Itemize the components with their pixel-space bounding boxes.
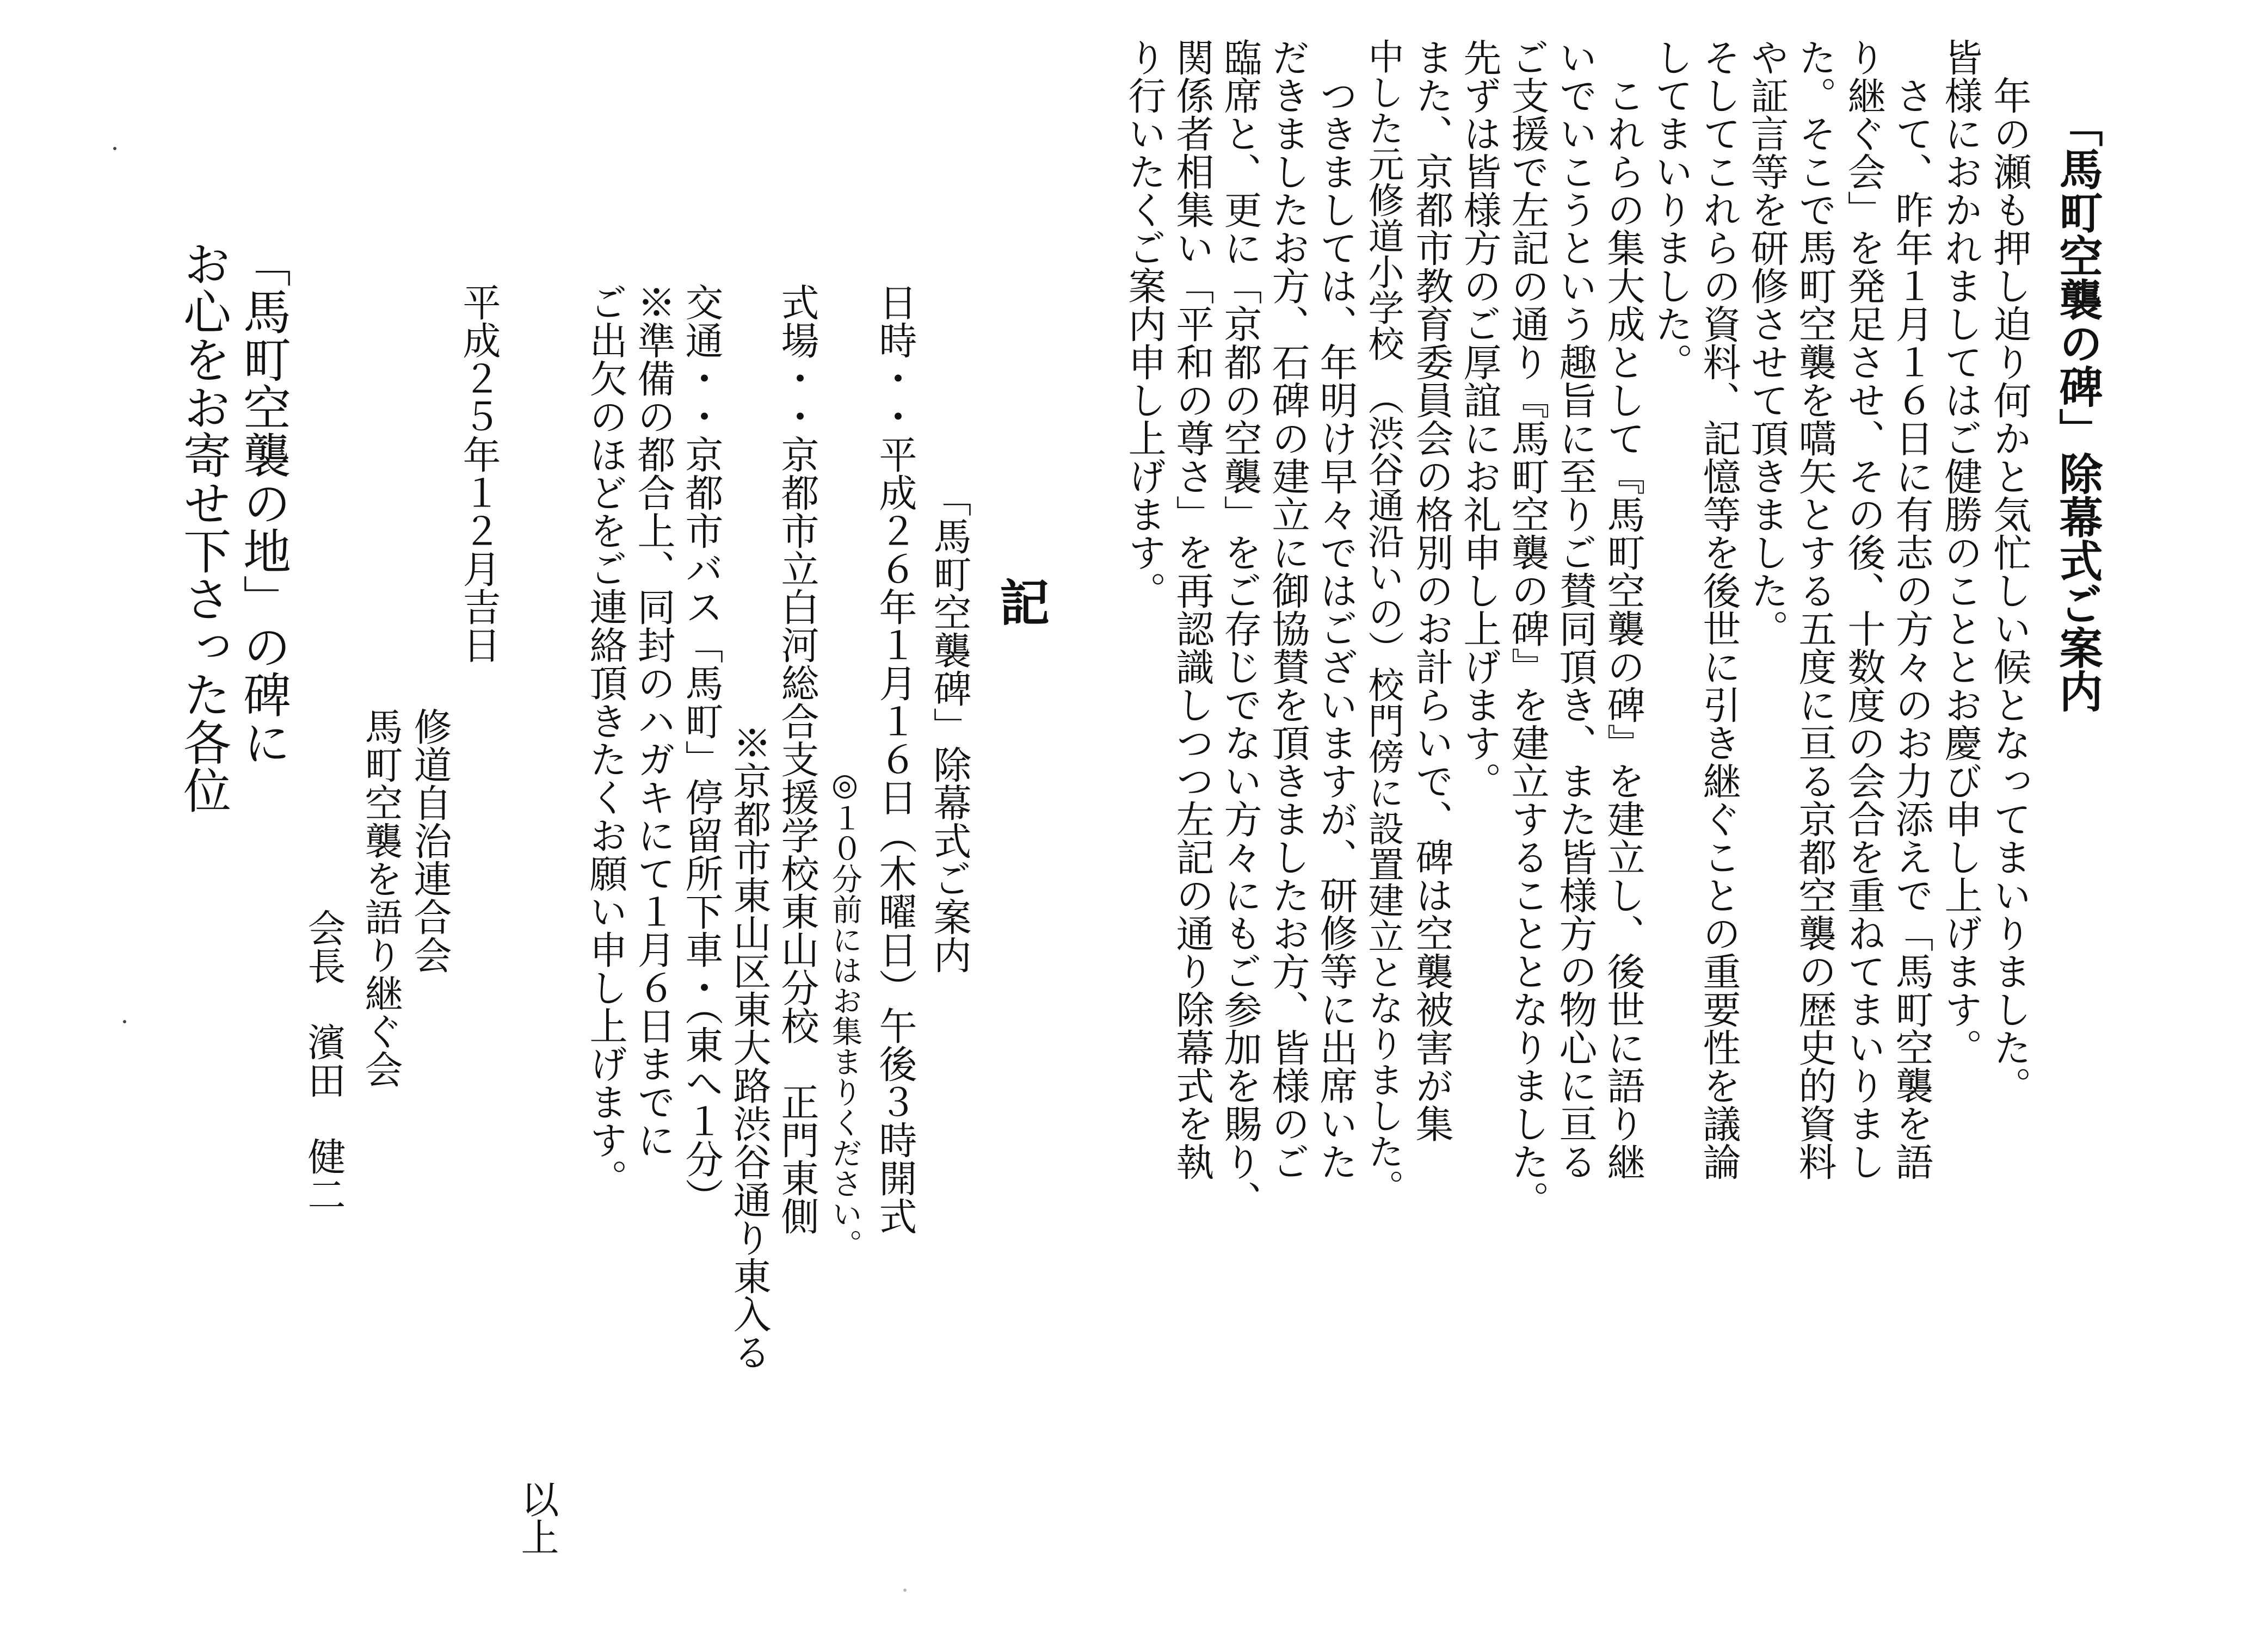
notice-date-note: ◎１０分前にはお集まりください。 (827, 767, 862, 1259)
body-line: 先ずは皆様方のご厚誼にお礼申し上げます。 (1457, 38, 1502, 800)
addressee-line-2: お心をお寄せ下さった各位 (176, 239, 232, 814)
notice-date: 日時・・平成２６年１月１６日（木曜日）午後３時開式 (873, 283, 917, 1235)
notice-title: 「馬町空襲碑」除幕式ご案内 (927, 479, 972, 974)
issue-date: 平成２５年１２月吉日 (457, 283, 501, 664)
body-line: さて、昨年１月１６日に有志の方々のお力添えで「馬町空襲を語 (1889, 38, 1934, 1181)
body-line: 皆様におかれましてはご健勝のこととお慶び申し上げます。 (1938, 38, 1983, 1066)
organization-2: 馬町空襲を語り継ぐ会 (359, 707, 403, 1088)
addressee-line-1: 「馬町空襲の地」の碑に (236, 239, 292, 766)
body-line: してまいりました。 (1649, 38, 1693, 381)
body-line: 関係者相集い「平和の尊さ」を再認識しつつ左記の通り除幕式を執 (1170, 38, 1215, 1181)
organization-1: 修道自治連合会 (408, 707, 452, 974)
body-line: そしてこれらの資料、記憶等を後世に引き継ぐことの重要性を議論 (1697, 38, 1741, 1181)
notice-transport: 交通・・京都市バス「馬町」停留所下車・（東へ１分） (679, 283, 724, 1216)
body-line: 中した元修道小学校 （渋谷通沿いの）校門傍に設置建立となりました。 (1362, 38, 1404, 1205)
notice-venue: 式場・・京都市立白河総合支援学校東山分校 正門東側 (775, 283, 819, 1235)
scan-speck (123, 1020, 126, 1023)
page-title: 「馬町空襲の碑」除幕式ご案内 (2052, 103, 2103, 713)
body-line: これらの集大成として『馬町空襲の碑』を建立し、後世に語り継 (1601, 38, 1645, 1181)
body-line: り継ぐ会」を発足させ、その後、十数度の会合を重ねてまいりまし (1841, 38, 1886, 1181)
body-line: 年の瀬も押し迫り何かと気忙しい候となってまいりました。 (1987, 38, 2032, 1104)
body-line: ご支援で左記の通り『馬町空襲の碑』を建立することとなりました。 (1505, 38, 1550, 1219)
notice-rsvp-2: ご出欠のほどをご連絡頂きたくお願い申し上げます。 (583, 283, 628, 1197)
body-line: 臨席と、更に「京都の空襲」をご存じでない方々にもご参加を賜り、 (1218, 38, 1262, 1219)
body-line: また、京都市教育委員会の格別のお計らいで、碑は空襲被害が集 (1409, 38, 1454, 1142)
scan-speck (903, 1589, 907, 1592)
body-line: り行いたくご案内申し上げます。 (1122, 38, 1167, 609)
scan-speck (113, 147, 116, 150)
notice-venue-note: ※京都市東山区東大路渋谷通り東入る (727, 724, 772, 1371)
body-line: だきましたお方、石碑の建立に御協賛を頂きましたお方、皆様のご (1266, 38, 1310, 1181)
body-line: や証言等を研修させて頂きました。 (1745, 38, 1789, 647)
body-line: つきましては、年明け早々ではございますが、研修等に出席いた (1314, 38, 1358, 1181)
body-line: た。そこで馬町空襲を嚆矢とする五度に亘る京都空襲の歴史的資料 (1792, 38, 1837, 1181)
notice-end: 以上 (515, 1480, 559, 1556)
notice-rsvp-1: ※準備の都合上、同封のハガキにて１月６日までに (631, 283, 676, 1159)
chairman-signature: 会長 濱田 健二 (301, 909, 346, 1213)
body-line: いでいこうという趣旨に至りご賛同頂き、また皆様方の物心に亘る (1553, 38, 1598, 1181)
ki-heading: 記 (991, 577, 1050, 627)
